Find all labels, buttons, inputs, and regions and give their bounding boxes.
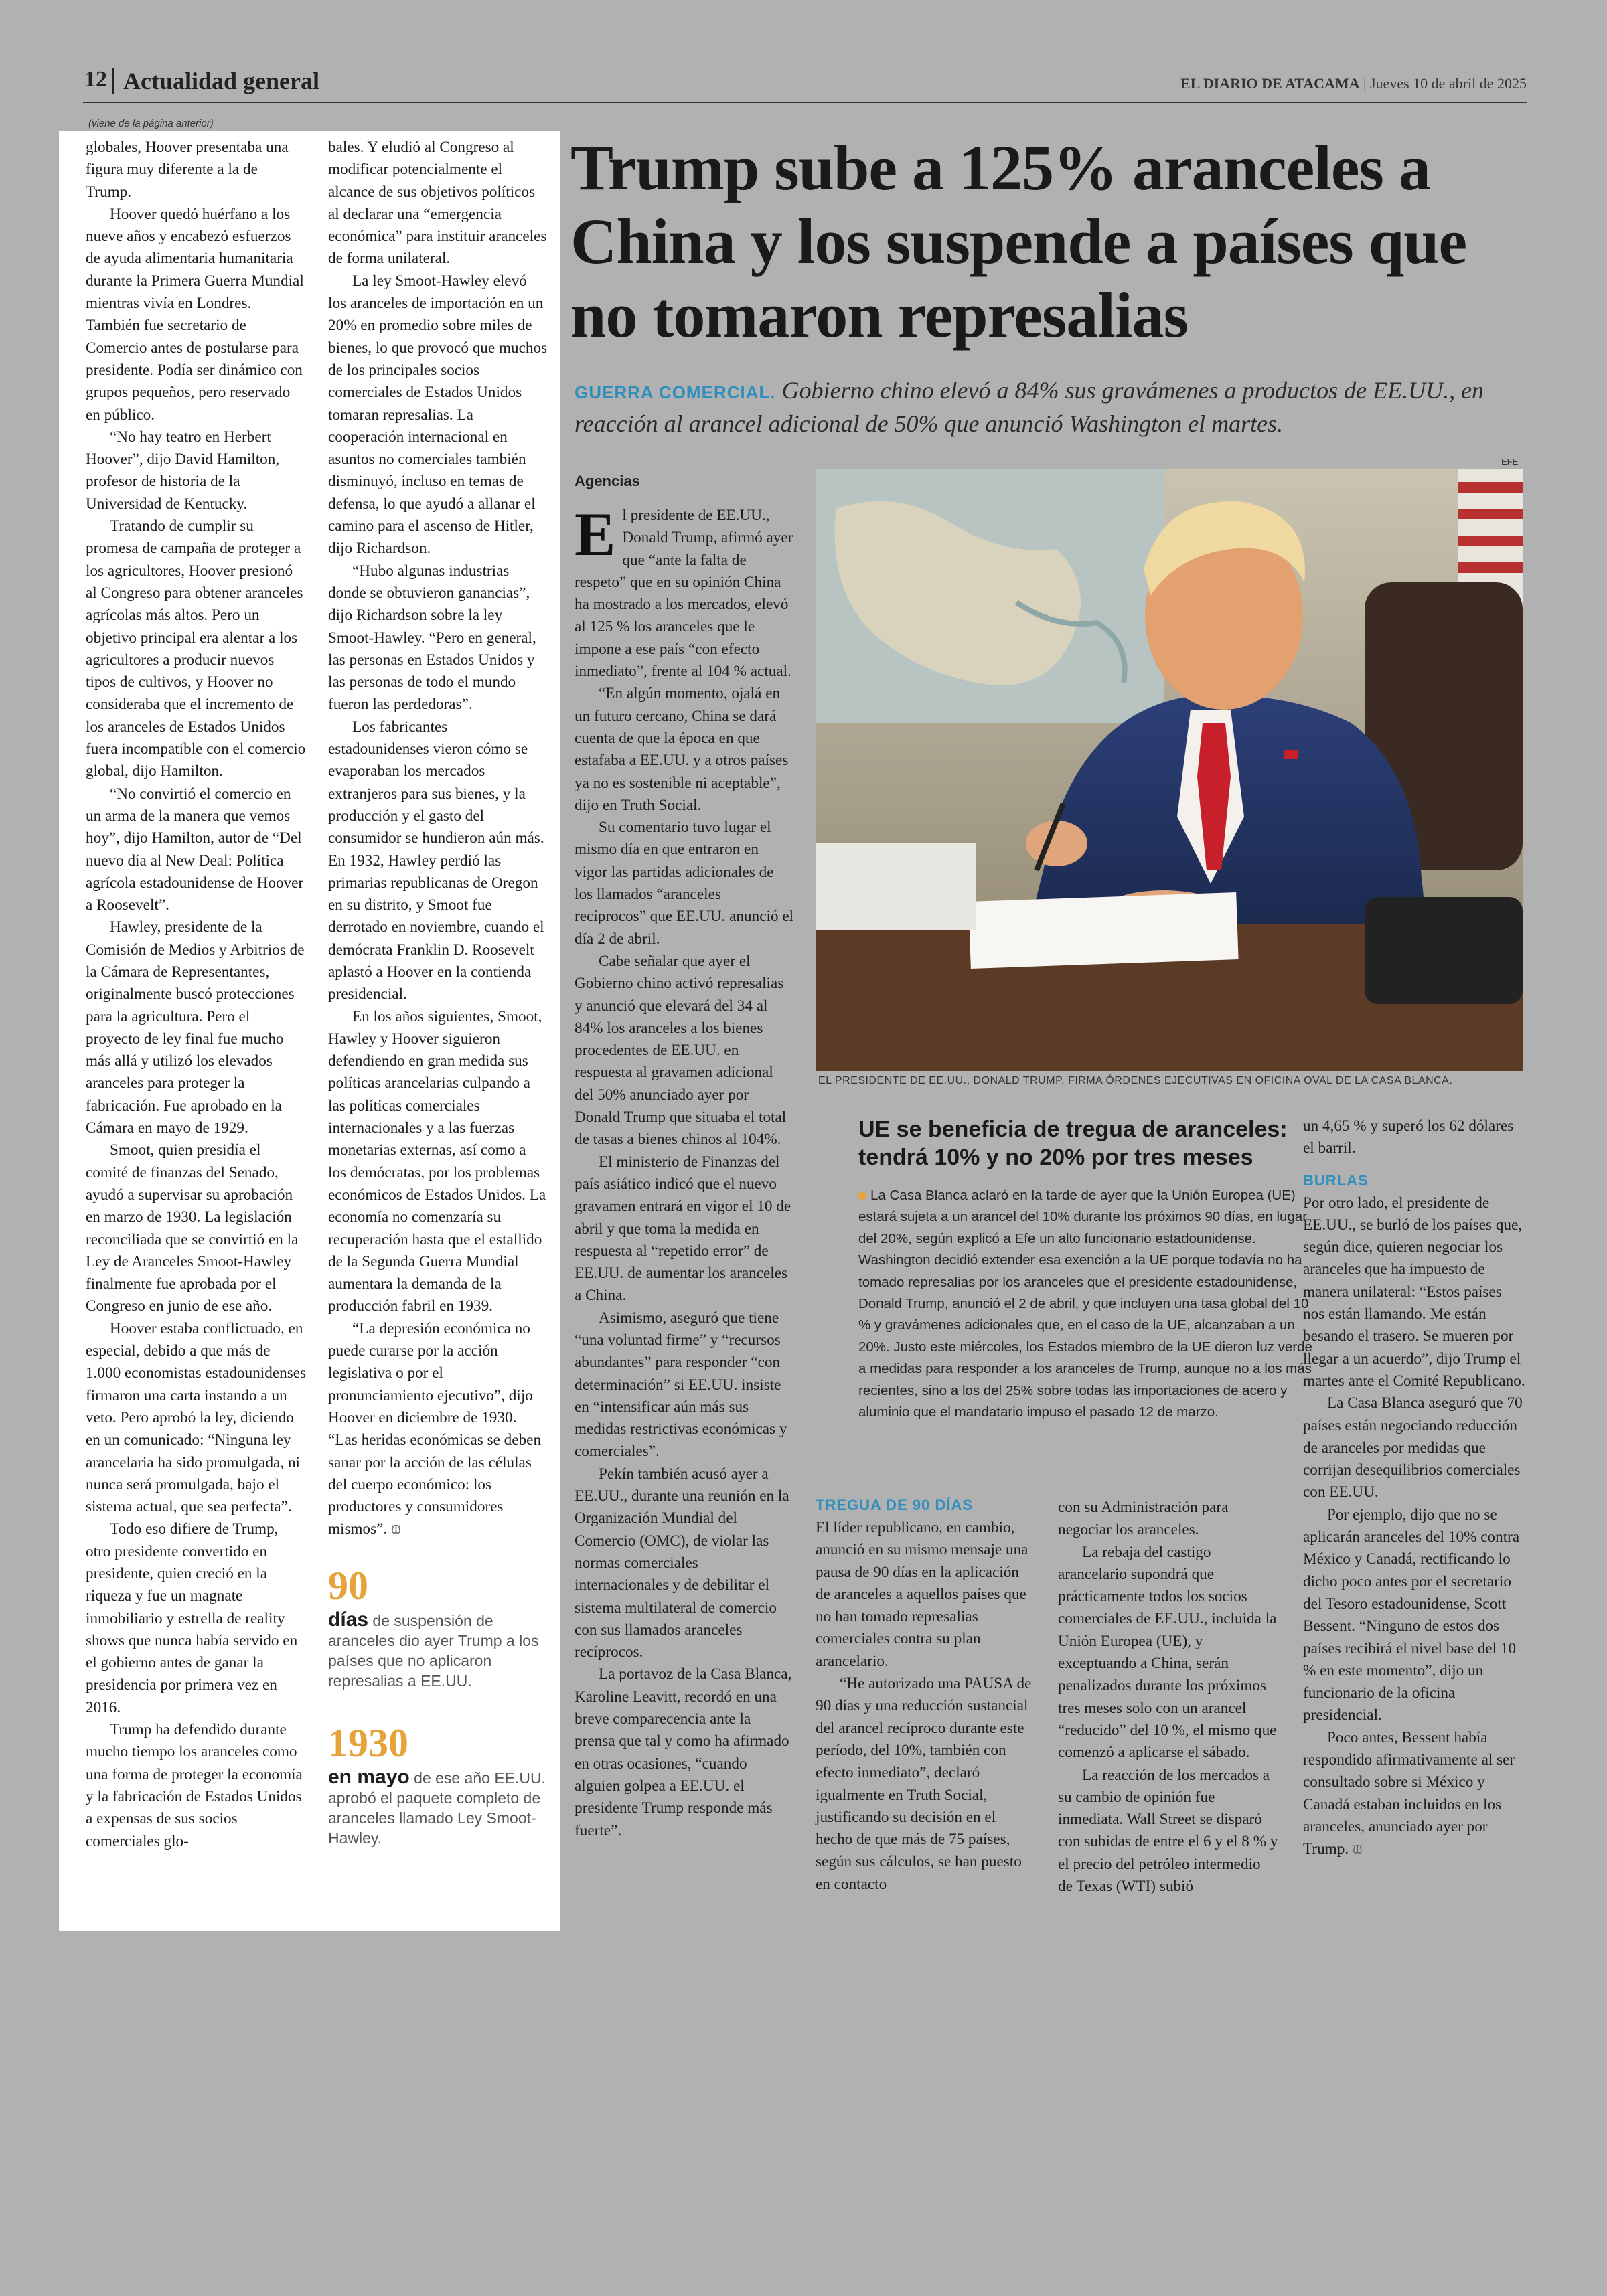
paragraph: El ministerio de Finanzas del país asiático indicó que el nuevo gravamen entrará en vigor el 10 de abril y que toma la medida en respuesta al “repetido error” de EE.UU. de aumentar los aranceles a China. — [575, 1153, 791, 1305]
paragraph: En los años siguientes, Smoot, Hawley y Hoover siguieron defendiendo en gran medida sus políticas arancelarias culpando a las políticas comerciales internacionales y a las fuerzas monetarias externas, así como a los demócratas, por los problemas económicos de Estados Unidos. La economía no comenzaría su recuperación hasta que el estallido de la Segunda Guerra Mundial aumentara la demanda de la producción fabril en 1939. — [328, 1007, 546, 1315]
end-of-article-mark: ᙡ — [1352, 1843, 1363, 1857]
fact-body: de suspensión de aranceles dio ayer Trump a los países que no aplicaron represalias a EE.UU. — [328, 1611, 539, 1690]
paragraph — [328, 1318, 548, 1542]
paragraph: Smoot, quien presidía el comité de finanzas del Senado, ayudó a supervisar su aprobación en marzo de 1930. La legislación reconciliada que se convirtió en la Ley de Aranceles Smoot-Hawley finalmente fue aprobada por el Congreso en junio de ese año. — [86, 1141, 299, 1315]
deck-text: Gobierno chino elevó a 84% sus gravámenes a productos de EE.UU., en reacción al arancel adicional de 50% que anunció Washington el martes. — [575, 377, 1484, 437]
main-article-col4 — [1303, 1115, 1525, 1862]
deck — [575, 374, 1532, 440]
continued-article-col1 — [86, 137, 307, 1853]
header-divider — [112, 68, 114, 94]
end-of-article-mark: ᙡ — [391, 1523, 401, 1537]
paragraph: Cabe señalar que ayer el Gobierno chino activó represalias y anunció que elevará del 34 al 84% los aranceles a los bienes procedentes de EE.UU. en respuesta al gravamen adicional del 50% anunciado ayer por Donald Trump que situaba el total de tasas a bienes chinos al 104%. — [575, 952, 787, 1149]
drop-cap: E — [575, 500, 616, 568]
fact-bold: días — [328, 1608, 369, 1631]
paragraph: Asimismo, aseguró que tiene “una voluntad firme” y “recursos abundantes” para responder “con determinación” si EE.UU. insiste en “intensificar aún más sus medidas restrictivas económicas y comerciales”. — [575, 1309, 787, 1461]
paragraph: bales. Y eludió al Congreso al modificar potencialmente el alcance de sus objetivos políticos al declarar una “emergencia económica” para instituir aranceles de forma unilateral. — [328, 139, 547, 268]
masthead-separator: | — [1363, 75, 1370, 92]
masthead — [1180, 75, 1527, 92]
paragraph-text: l presidente de EE.UU., Donald Trump, afirmó ayer que “ante la falta de respeto” que en su opinión China ha mostrado a los mercados, elevó al 125 % los aranceles que le impone a ese país “con efecto inmediato”, frente al 104 % actual. — [575, 507, 793, 681]
bullet-dot-icon — [858, 1192, 866, 1200]
fact-bold: en mayo — [328, 1765, 410, 1788]
paragraph: El líder republicano, en cambio, anunció en su mismo mensaje una pausa de 90 días en la aplicación de aranceles a aquellos países que no han tomado represalias comerciales contra su plan arancelario. — [816, 1519, 1028, 1670]
paragraph: globales, Hoover presentaba una figura muy diferente a la de Trump. — [86, 139, 289, 201]
sidebar-text — [858, 1185, 1314, 1423]
paragraph: La ley Smoot-Hawley elevó los aranceles de importación en un 20% en promedio sobre miles de bienes, lo que provocó que muchos de los principales socios comerciales de Estados Unidos tomaran represalias. La cooperación internacional en asuntos no comerciales también disminuyó, incluso en temas de defensa, lo que ayudó a allanar el camino para el ascenso de Hitler, dijo Richardson. — [328, 272, 548, 558]
subhead-burlas: BURLAS — [1303, 1171, 1369, 1189]
main-headline: Trump sube a 125% aranceles a China y los suspende a países que no tomaron represalias — [570, 132, 1467, 351]
photo-illustration — [816, 469, 1523, 1071]
continued-article-col2 — [328, 137, 548, 1848]
main-article-col2 — [816, 1497, 1037, 1896]
subhead-tregua: TREGUA DE 90 DÍAS — [816, 1497, 974, 1513]
main-article-col1 — [575, 473, 794, 1842]
paragraph: La Casa Blanca aseguró que 70 países están negociando reducción de aranceles por medidas que corrijan desequilibrios comerciales con EE.UU. — [1303, 1394, 1523, 1501]
paragraph: con su Administración para negociar los aranceles. — [1058, 1499, 1229, 1539]
paragraph: La reacción de los mercados a su cambio de opinión fue inmediata. Wall Street se disparó con subidas de entre el 6 y el 8 % y el precio del petróleo intermedio de Texas (WTI) subió — [1058, 1766, 1278, 1896]
paragraph-text: “La depresión económica no puede curarse por la acción legislativa o por el pronunciamiento ejecutivo”, dijo Hoover en diciembre de 1930. “Las heridas económicas se deben sanar por la acción de las células del cuerpo económico: los productores y consumidores mismos”. — [328, 1319, 542, 1538]
fact-text — [328, 1610, 548, 1691]
fact-text — [328, 1767, 548, 1848]
trump-photo — [816, 469, 1523, 1071]
photo-caption: EL PRESIDENTE DE EE.UU., DONALD TRUMP, FIRMA ÓRDENES EJECUTIVAS EN OFICINA OVAL DE LA CASA BLANCA. — [818, 1075, 1453, 1086]
paragraph: Todo eso difiere de Trump, otro presidente convertido en presidente, quien creció en la riqueza y fue un magnate inmobiliario y estrella de reality shows que nunca había servido en el gobierno antes de ganar la presidencia por primera vez en 2016. — [86, 1520, 298, 1716]
fact-number: 90 — [328, 1563, 368, 1608]
paragraph: Tratando de cumplir su promesa de campaña de proteger a los agricultores, Hoover presionó al Congreso para obtener aranceles agrícolas más altos. Pero un objetivo principal era alentar a los agricultores a producir nuevos tipos de cultivos, y Hoover no consideraba que el incremento de los aranceles de Estados Unidos fuera incompatible con el comercio global, dijo Hamilton. — [86, 517, 306, 781]
paragraph-text: Poco antes, Bessent había respondido afirmativamente al ser consultado sobre si México y Canadá estaban incluidos en los aranceles, anunciado ayer por Trump. — [1303, 1728, 1515, 1858]
header-rule — [83, 102, 1527, 103]
continued-note: (viene de la página anterior) — [88, 118, 214, 129]
paragraph: “No hay teatro en Herbert Hoover”, dijo David Hamilton, profesor de historia de la Universidad de Kentucky. — [86, 428, 280, 513]
paragraph: un 4,65 % y superó los 62 dólares el barril. — [1303, 1117, 1514, 1157]
section-title: Actualidad general — [123, 68, 319, 94]
paragraph: Por ejemplo, dijo que no se aplicarán aranceles del 10% contra México y Canadá, rectificando lo dicho poco antes por el secretario del Tesoro estadounidense, Scott Bessent. “Ninguno de estos dos países recibirá el nivel base del 10 % en este momento”, dijo un funcionario de la oficina presidencial. — [1303, 1505, 1520, 1724]
paragraph: “En algún momento, ojalá en un futuro cercano, China se dará cuenta de que la época en que estafaba a EE.UU. y a otros países ya no es sostenible ni aceptable”, dijo en Truth Social. — [575, 685, 789, 814]
sidebar-body: La Casa Blanca aclaró en la tarde de ayer que la Unión Europea (UE) estará sujeta a un arancel del 10% durante los próximos 90 días, en lugar del 20%, según explicó a Efe un alto funcionario estadounidense. Washington decidió extender esa exención a la UE porque todavía no ha tomado represalias por los aranceles que el presidente estadounidense, Donald Trump, anunció el 2 de abril, y que incluyen una tasa global del 10 % y gravámenes adicionales que, en el caso de la UE, alcanzaban a un 20%. Justo este miércoles, los Estados miembro de la UE dieron luz verde a medidas para responder a los aranceles de Trump, aunque no a los más recientes, sino a los del 25% sobre todas las importaciones de acero y aluminio que el mandatario impuso el pasado 12 de marzo. — [858, 1187, 1312, 1420]
paragraph: Pekín también acusó ayer a EE.UU., durante una reunión en la Organización Mundial del Comercio (OMC), de violar las normas comerciales internacionales y de debilitar el sistema multilateral de comercio con sus llamados aranceles recíprocos. — [575, 1465, 789, 1661]
fact-body: de ese año EE.UU. aprobó el paquete completo de aranceles llamado Ley Smoot-Hawley. — [328, 1769, 546, 1847]
paragraph — [575, 500, 794, 683]
page-number: 12 — [84, 67, 107, 92]
paragraph: “He autorizado una PAUSA de 90 días y una reducción sustancial del arancel recíproco durante este período, del 10%, también con efecto inmediato”, declaró igualmente en Truth Social, justificando su decisión en el hecho de que más de 75 países, según sus cálculos, se han puesto en contacto — [816, 1675, 1032, 1893]
section-tag: GUERRA COMERCIAL. — [575, 382, 776, 402]
paragraph: Hoover quedó huérfano a los nueve años y encabezó esfuerzos de ayuda alimentaria humanitaria durante la Primera Guerra Mundial mientras vivía en Londres. También fue secretario de Comercio antes de postularse para presidente. Podía ser dinámico con grupos pequeños, pero reservado en público. — [86, 205, 304, 424]
paragraph: La portavoz de la Casa Blanca, Karoline Leavitt, recordó en una breve comparecencia ante la prensa que tal y como ha afirmado en otras ocasiones, “cuando alguien golpea a EE.UU. el presidente Trump responde más fuerte”. — [575, 1665, 792, 1839]
paragraph: Hoover estaba conflictuado, en especial, debido a que más de 1.000 economistas estadounidenses firmaron una carta instando a un veto. Pero aprobó la ley, diciendo en un comunicado: “Ninguna ley arancelaria ha sido promulgada, ni nunca será promulgada, bajo el sistema actual, que sea perfecta”. — [86, 1319, 307, 1516]
paragraph: Hawley, presidente de la Comisión de Medios y Arbitrios de la Cámara de Representantes, originalmente buscó protecciones para la agricultura. Pero el proyecto de ley final fue mucho más allá y utilizó los elevados aranceles para proteger la fabricación. Fue aprobado en la Cámara en mayo de 1929. — [86, 918, 305, 1137]
paragraph: La rebaja del castigo arancelario supondrá que prácticamente todos los socios comerciales de EE.UU., incluida la Unión Europea (UE), y exceptuando a China, serán penalizados durante los próximos tres meses solo con un arancel “reducido” del 10 %, el mismo que comenzó a aplicarse el sábado. — [1058, 1543, 1277, 1762]
paragraph: Su comentario tuvo lugar el mismo día en que entraron en vigor las partidas adicionales de los llamados “aranceles recíprocos” que EE.UU. anunció el día 2 de abril. — [575, 819, 794, 948]
fact-box-90 — [328, 1563, 548, 1691]
paragraph: Los fabricantes estadounidenses vieron cómo se evaporaban los mercados extranjeros para sus bienes, y la producción y el gasto del consumidor se hundieron aún más. En 1932, Hawley perdió las primarias republicanas de Oregon en su distrito, y Smoot fue derrotado en noviembre, cuando el demócrata Franklin D. Roosevelt aplastó a Hoover en la contienda presidencial. — [328, 718, 544, 1003]
byline: Agencias — [575, 473, 640, 489]
paragraph: Por otro lado, el presidente de EE.UU., se burló de los países que, según dice, quieren negociar los aranceles que ha impuesto de manera unilateral: “Estos países nos están llamando. Me están besando el trasero. Se mueren por llegar a un acuerdo”, dijo Trump el martes ante el Comité Republicano. — [1303, 1194, 1525, 1390]
paragraph: “No convirtió el comercio en un arma de la manera que vemos hoy”, dijo Hamilton, autor de “Del nuevo día al New Deal: Política agrícola estadounidense de Hoover a Roosevelt”. — [86, 785, 304, 914]
fact-number: 1930 — [328, 1720, 408, 1765]
paragraph: “Hubo algunas industrias donde se obtuvieron ganancias”, dijo Richardson sobre la ley Smoot-Hawley. “Pero en general, las personas en Estados Unidos y las personas de todo el mundo fueron las perdedoras”. — [328, 562, 536, 714]
sidebar-headline: UE se beneficia de tregua de aranceles: tendrá 10% y no 20% por tres meses — [858, 1117, 1288, 1170]
issue-date: Jueves 10 de abril de 2025 — [1370, 75, 1527, 92]
paragraph — [1303, 1727, 1525, 1862]
paragraph: Trump ha defendido durante mucho tiempo los aranceles como una forma de proteger la economía y la fabricación de Estados Unidos a expensas de sus socios comerciales glo- — [86, 1721, 303, 1850]
photo-credit: EFE — [1501, 457, 1519, 467]
publication-name: EL DIARIO DE ATACAMA — [1180, 75, 1360, 92]
main-article-col3 — [1058, 1497, 1279, 1898]
fact-box-1930 — [328, 1720, 548, 1848]
